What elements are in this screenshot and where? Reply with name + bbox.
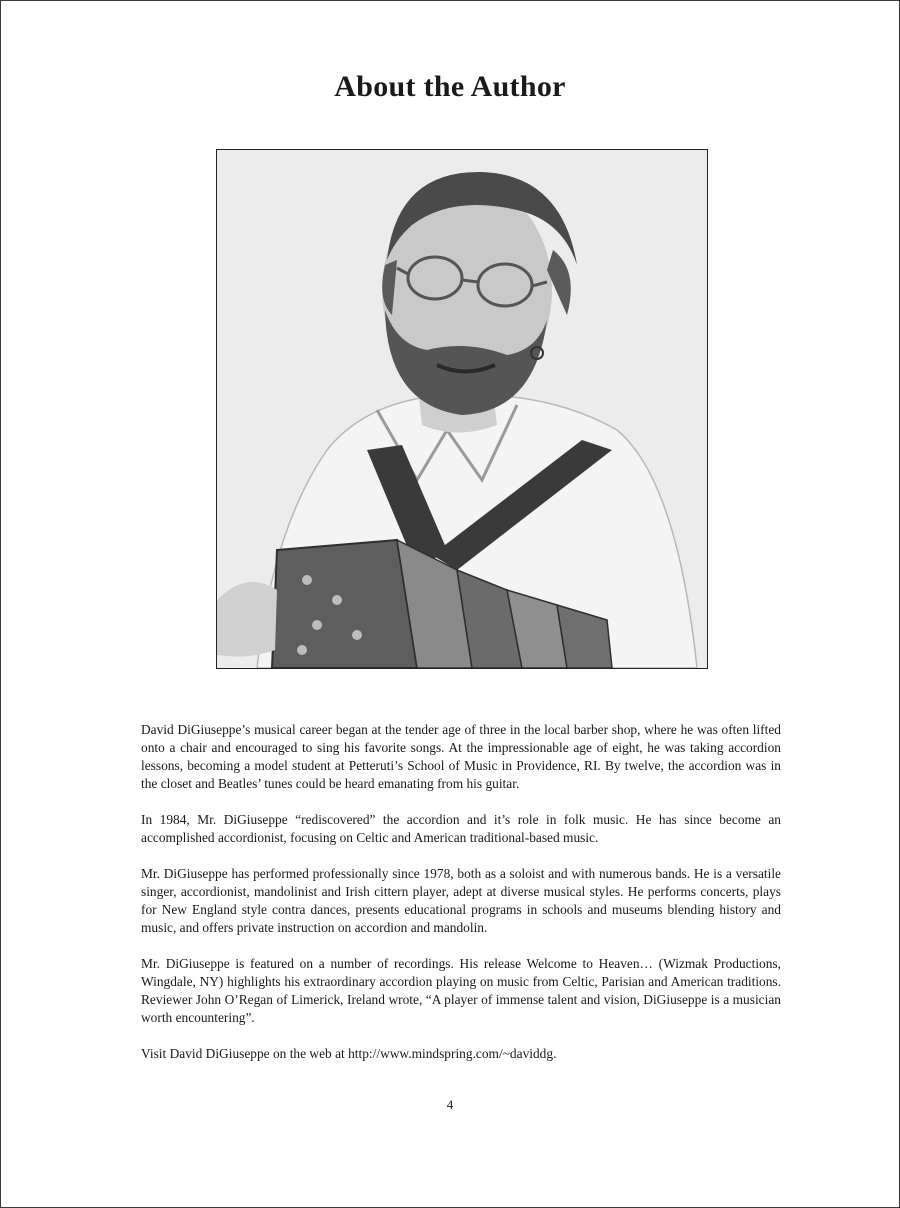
bio-paragraph-website: Visit David DiGiuseppe on the web at http://www.mindspring.com/~daviddg.	[141, 1046, 557, 1061]
bio-paragraph-performance: Mr. DiGiuseppe has performed professionally since 1978, both as a soloist and with numerous bands. He is a versatile singer, accordionist, mandolinist and Irish cittern player, adept at diverse musical styles. He performs concerts, plays for New England style contra dances, presents educational programs in schools and museums blending history and music, and offers private instruction on accordion and mandolin.	[141, 866, 781, 935]
bio-paragraph-recordings: Mr. DiGiuseppe is featured on a number of recordings. His release Welcome to Heaven… (Wizmak Productions, Wingdale, NY) highlights his extraordinary accordion playing on music from Celtic, Parisian and American traditions. Reviewer John O’Regan of Limerick, Ireland wrote, “A player of immense talent and vision, DiGiuseppe is a musician worth encountering”.	[141, 956, 781, 1025]
page-number: 4	[446, 1097, 454, 1112]
bio-paragraph-early-life: David DiGiuseppe’s musical career began at the tender age of three in the local barber shop, where he was often lifted onto a chair and encouraged to sing his favorite songs. At the impressionable age of eight, he was taking accordion lessons, becoming a model student at Petteruti’s School of Music in Providence, RI. By twelve, the accordion was in the closet and Beatles’ tunes could be heard emanating from his guitar.	[141, 722, 781, 791]
accordion-player-portrait-icon	[217, 150, 707, 668]
author-bio	[141, 721, 781, 1081]
page-title: About the Author	[334, 70, 566, 103]
bio-paragraph-rediscovery: In 1984, Mr. DiGiuseppe “rediscovered” the accordion and it’s role in folk music. He has since become an accomplished accordionist, focusing on Celtic and American traditional-based music.	[141, 812, 781, 845]
author-photo	[216, 149, 708, 669]
